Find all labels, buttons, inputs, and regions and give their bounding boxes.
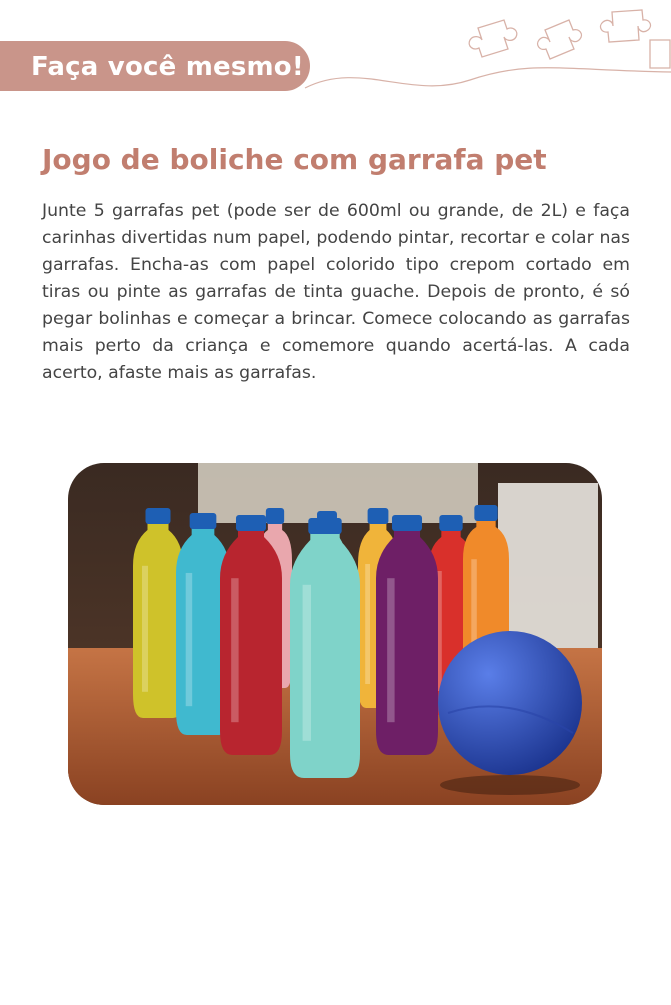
bottle-highlight xyxy=(365,564,370,684)
bottle-highlight xyxy=(303,585,311,741)
section-banner-title: Faça você mesmo! xyxy=(31,52,304,82)
bottle-highlight xyxy=(387,578,394,722)
bottle xyxy=(220,529,282,755)
bottle-cap xyxy=(236,515,266,531)
bottle-cap xyxy=(266,508,284,524)
bottle-cap xyxy=(439,515,462,531)
blue-ball xyxy=(438,631,582,775)
bottle-highlight xyxy=(231,578,238,722)
bottle-cap xyxy=(190,513,217,529)
article-title: Jogo de boliche com garrafa pet xyxy=(42,143,547,176)
bottle-cap xyxy=(368,508,389,524)
puzzle-pieces-decoration xyxy=(300,0,671,100)
bottle-cap xyxy=(474,505,497,521)
article-body: Junte 5 garrafas pet (pode ser de 600ml ou grande, de 2L) e faça carinhas divertidas num papel, podendo pintar, recortar e colar nas garrafas. Encha-as com papel colorido tipo crepom cortado em tiras ou pinte as garrafas de tinta guache. Depois de pronto, é só pegar bolinhas e começar a brincar. Comece colocando as garrafas mais perto da criança e comemore quando acertá-las. A cada acerto, afaste mais as garrafas. xyxy=(42,201,630,383)
bottle-cap xyxy=(308,518,341,534)
bottle-highlight xyxy=(186,573,192,706)
bottle-highlight xyxy=(142,566,148,692)
bottle-cap xyxy=(392,515,422,531)
bowling-bottles-photo xyxy=(68,463,602,805)
bottle-cap xyxy=(146,508,171,524)
bottle xyxy=(290,532,360,778)
bottle xyxy=(376,529,438,755)
bottle xyxy=(133,522,183,718)
